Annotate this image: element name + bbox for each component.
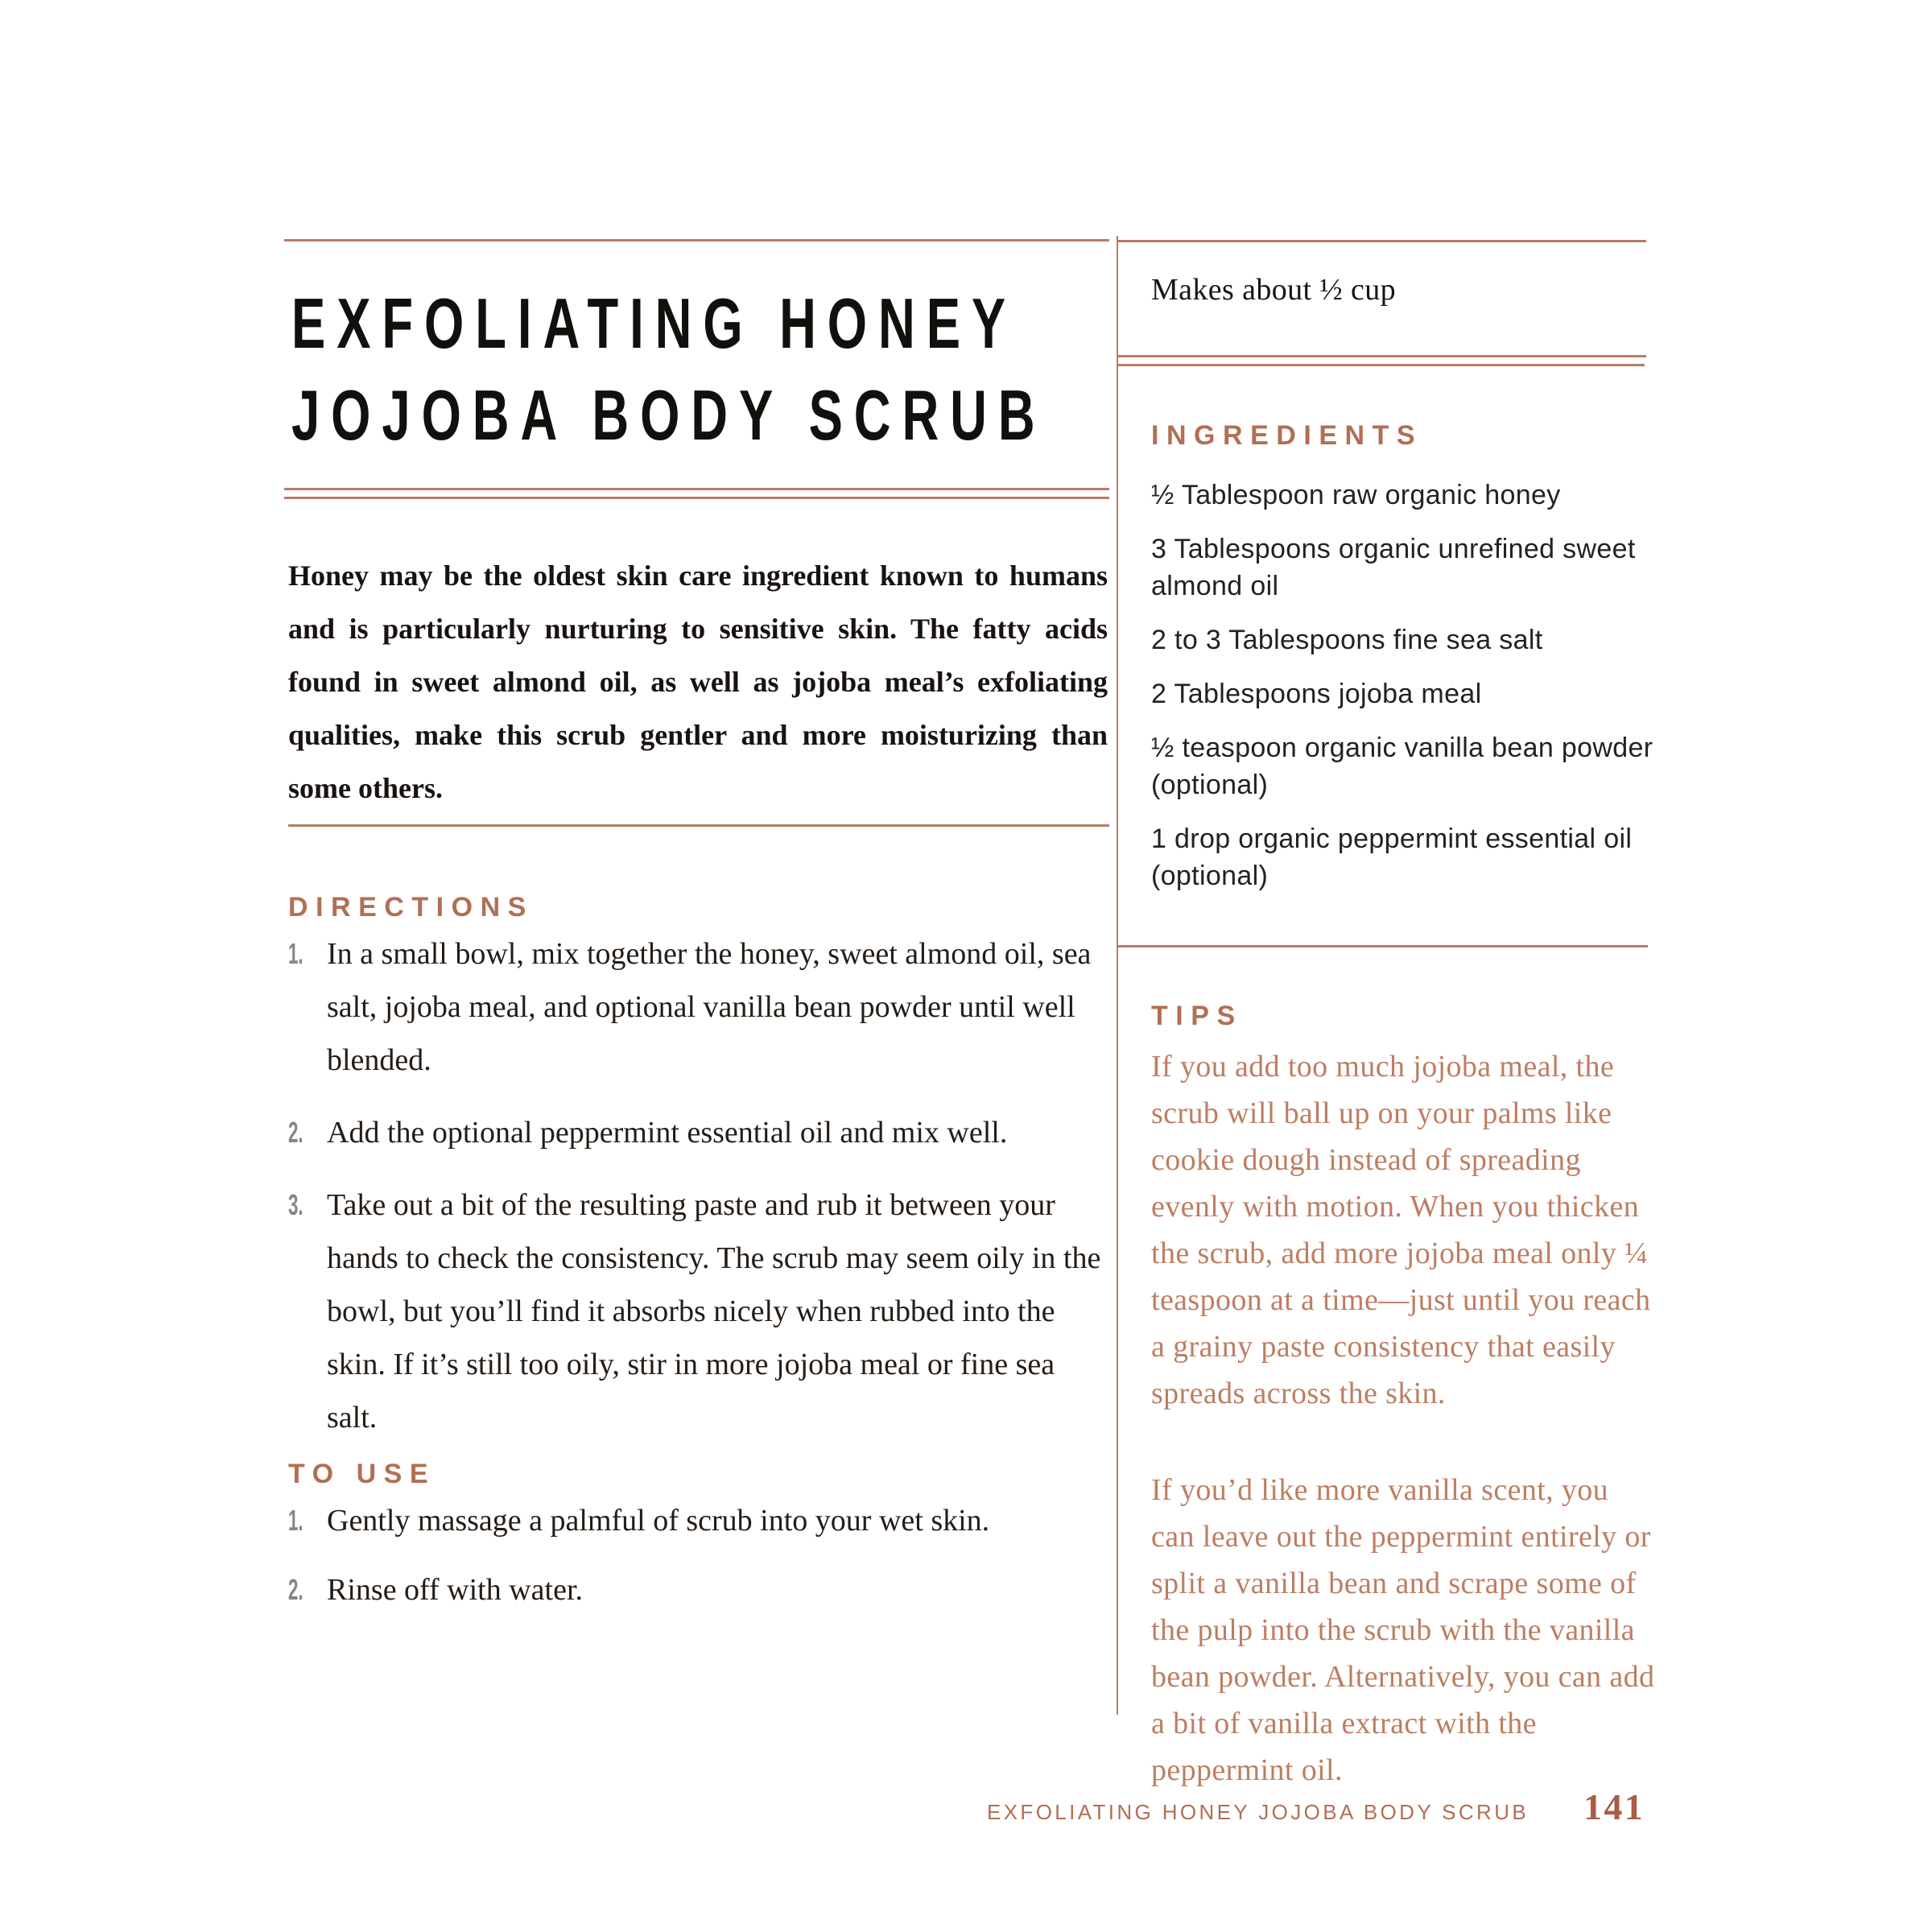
- step-text: Add the optional peppermint essential oil and mix well.: [327, 1116, 1008, 1150]
- step-number: 1.: [288, 937, 303, 970]
- step-text: Rinse off with water.: [327, 1573, 584, 1607]
- directions-heading: DIRECTIONS: [288, 892, 534, 923]
- step-number: 3.: [288, 1188, 303, 1221]
- step-text: In a small bowl, mix together the honey, sweet almond oil, sea salt, jojoba meal, and optional vanilla bean powder until well blended.: [327, 937, 1092, 1077]
- direction-step: [288, 927, 1109, 1087]
- tip-paragraph: If you add too much jojoba meal, the scrub will ball up on your palms like cookie dough instead of spreading evenly with motion. When you thicken the scrub, add more jojoba meal only ¼ teaspoon at a time—just until you reach a grainy paste consistency that easily spreads across the skin.: [1151, 1050, 1651, 1410]
- to-use-step: [288, 1563, 1109, 1616]
- page-footer: [987, 1785, 1645, 1828]
- step-text: Gently massage a palmful of scrub into your wet skin.: [327, 1504, 990, 1538]
- ingredient-item: 2 to 3 Tablespoons fine sea salt: [1151, 625, 1543, 655]
- yield-underline-1: [1117, 355, 1646, 357]
- intro-paragraph: Honey may be the oldest skin care ingredient known to humans and is particularly nurturing to sensitive skin. The fatty acids found in sweet almond oil, as well as jojoba meal’s exfoliating qualities, make this scrub gentler and more moisturizing than some others.: [288, 559, 1108, 804]
- recipe-title-line-1: EXFOLIATING HONEY: [291, 283, 1018, 363]
- ingredients-list: [1151, 477, 1657, 911]
- tip-paragraph: If you’d like more vanilla scent, you can leave out the peppermint entirely or split a vanilla bean and scrape some of the pulp into the scrub with the vanilla bean powder. Alternatively, you can add a bit of vanilla extract with the peppermint oil.: [1151, 1473, 1655, 1787]
- right-top-rule: [1117, 240, 1646, 242]
- footer-page-number: 141: [1583, 1786, 1645, 1827]
- step-text: Take out a bit of the resulting paste and rub it between your hands to check the consistency. The scrub may seem oily in the bowl, but you’ll find it absorbs nicely when rubbed into the skin. If it’s still too oily, stir in more jojoba meal or fine sea salt.: [327, 1188, 1101, 1435]
- to-use-step: [288, 1494, 1109, 1547]
- step-number: 1.: [288, 1504, 303, 1537]
- directions-list: [288, 927, 1109, 1463]
- ingredient-item: ½ teaspoon organic vanilla bean powder (optional): [1151, 733, 1653, 800]
- step-number: 2.: [288, 1116, 303, 1149]
- ingredient-item: 3 Tablespoons organic unrefined sweet almond oil: [1151, 534, 1636, 601]
- title-underline-2: [284, 497, 1109, 499]
- recipe-title-line-2: JOJOBA BODY SCRUB: [291, 375, 1046, 455]
- to-use-heading: TO USE: [288, 1459, 436, 1489]
- column-divider-rule: [1117, 236, 1118, 1715]
- tips-body: [1151, 1043, 1657, 1843]
- footer-running-title: EXFOLIATING HONEY JOJOBA BODY SCRUB: [986, 1800, 1530, 1824]
- title-underline-1: [284, 488, 1109, 490]
- yield-note: Makes about ½ cup: [1151, 273, 1397, 307]
- left-top-rule: [284, 239, 1109, 242]
- ingredient-item: ½ Tablespoon raw organic honey: [1151, 480, 1561, 510]
- intro-bottom-rule: [288, 824, 1109, 827]
- ingredients-heading: INGREDIENTS: [1151, 420, 1423, 451]
- tips-heading: TIPS: [1151, 1001, 1243, 1031]
- ingredient-item: 2 Tablespoons jojoba meal: [1151, 679, 1482, 709]
- yield-underline-2: [1117, 364, 1645, 366]
- direction-step: [288, 1179, 1109, 1444]
- ingredient-item: 1 drop organic peppermint essential oil (optional): [1151, 824, 1633, 891]
- direction-step: [288, 1106, 1109, 1159]
- tips-top-rule: [1117, 945, 1648, 947]
- to-use-list: [288, 1494, 1109, 1636]
- step-number: 2.: [288, 1573, 303, 1606]
